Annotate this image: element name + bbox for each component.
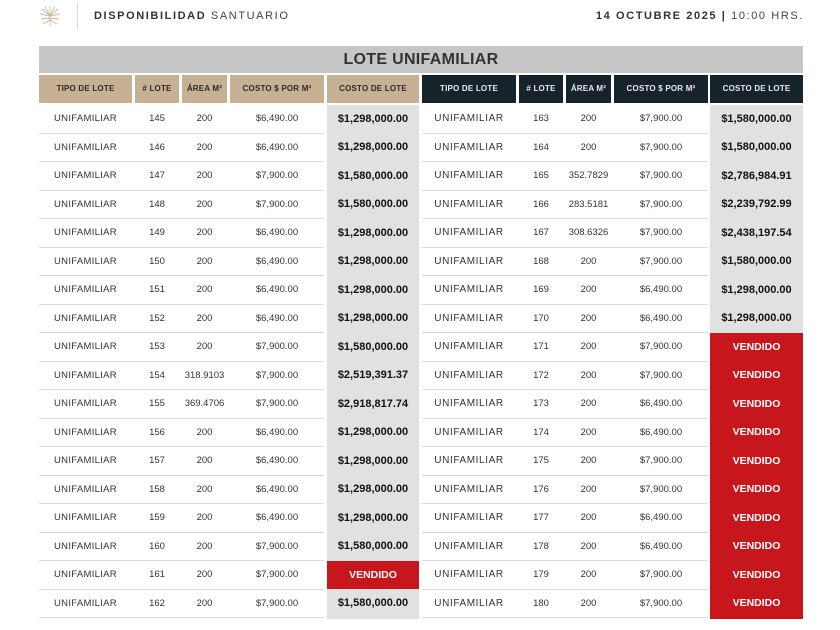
numero-lote-cell: 157 [149, 455, 165, 466]
area-m2-cell: 200 [580, 369, 597, 381]
numero-lote-cell: 168 [533, 255, 549, 267]
costo-por-m2-cell: $7,900.00 [255, 198, 299, 210]
area-m2-cell: 200 [580, 483, 597, 495]
brand-light: SANTUARIO [210, 10, 290, 22]
tipo-de-lote-cell: UNIFAMILIAR [434, 512, 504, 523]
tipo-de-lote-cell: UNIFAMILIAR [54, 483, 117, 495]
numero-lote-cell: 160 [149, 540, 165, 552]
numero-lote-cell: 180 [533, 597, 549, 609]
sold-badge: VENDIDO [710, 447, 803, 477]
area-m2-cell: 200 [196, 255, 213, 267]
area-m2-cell: 369.4706 [184, 398, 225, 409]
table-row [39, 590, 803, 619]
costo-de-lote-cell: $1,298,000.00 [710, 276, 803, 306]
costo-de-lote-cell: $2,438,197.54 [710, 219, 803, 249]
costo-de-lote-cell: $1,298,000.00 [327, 105, 419, 135]
costo-por-m2-cell: $6,490.00 [255, 512, 299, 523]
header-left-area-m2: ÁREA M² [182, 75, 227, 103]
area-m2-cell: 200 [580, 398, 597, 409]
tipo-de-lote-cell: UNIFAMILIAR [434, 255, 504, 267]
costo-por-m2-cell: $7,900.00 [639, 597, 683, 609]
sold-badge: VENDIDO [710, 361, 803, 391]
numero-lote-cell: 170 [533, 312, 549, 324]
area-m2-cell: 200 [196, 597, 213, 609]
costo-de-lote-cell: $1,298,000.00 [327, 276, 419, 306]
tipo-de-lote-cell: UNIFAMILIAR [54, 284, 117, 295]
costo-por-m2-cell: $7,900.00 [639, 455, 683, 466]
costo-de-lote-cell: $1,580,000.00 [710, 133, 803, 163]
numero-lote-cell: 150 [149, 255, 165, 267]
header-divider [77, 2, 78, 30]
table-row [39, 419, 803, 448]
top-bar [0, 0, 840, 34]
costo-de-lote-cell: $2,786,984.91 [710, 162, 803, 192]
header-right-area-m2: ÁREA M² [566, 75, 611, 103]
costo-de-lote-cell: $1,298,000.00 [327, 504, 419, 534]
tipo-de-lote-cell: UNIFAMILIAR [434, 227, 504, 238]
time-label: 10:00 HRS. [731, 10, 804, 22]
costo-por-m2-cell: $7,900.00 [639, 369, 683, 381]
table-row [39, 504, 803, 533]
tipo-de-lote-cell: UNIFAMILIAR [434, 141, 504, 153]
tipo-de-lote-cell: UNIFAMILIAR [54, 369, 117, 381]
area-m2-cell: 200 [196, 141, 213, 153]
costo-por-m2-cell: $7,900.00 [255, 398, 299, 409]
numero-lote-cell: 154 [149, 369, 165, 381]
costo-de-lote-cell: $1,580,000.00 [327, 589, 419, 619]
costo-de-lote-cell: $1,298,000.00 [327, 133, 419, 163]
tipo-de-lote-cell: UNIFAMILIAR [54, 312, 117, 324]
area-m2-cell: 200 [580, 597, 597, 609]
tipo-de-lote-cell: UNIFAMILIAR [54, 198, 117, 210]
table-row [39, 561, 803, 590]
costo-de-lote-cell: $1,580,000.00 [327, 333, 419, 363]
tipo-de-lote-cell: UNIFAMILIAR [434, 198, 504, 210]
tipo-de-lote-cell: UNIFAMILIAR [434, 597, 504, 609]
area-m2-cell: 200 [580, 312, 597, 324]
header-right-numero-lote: # LOTE [519, 75, 563, 103]
area-m2-cell: 200 [580, 341, 597, 352]
tipo-de-lote-cell: UNIFAMILIAR [434, 455, 504, 466]
sold-badge: VENDIDO [710, 475, 803, 505]
costo-de-lote-cell: $1,580,000.00 [327, 190, 419, 220]
tipo-de-lote-cell: UNIFAMILIAR [54, 512, 117, 523]
table-row [39, 219, 803, 248]
costo-por-m2-cell: $7,900.00 [255, 170, 299, 181]
sold-badge: VENDIDO [710, 589, 803, 619]
table-title: LOTE UNIFAMILIAR [39, 46, 803, 73]
tipo-de-lote-cell: UNIFAMILIAR [434, 312, 504, 324]
tipo-de-lote-cell: UNIFAMILIAR [434, 483, 504, 495]
tipo-de-lote-cell: UNIFAMILIAR [54, 455, 117, 466]
costo-de-lote-cell: $1,580,000.00 [710, 247, 803, 277]
area-m2-cell: 318.9103 [184, 369, 225, 381]
costo-de-lote-cell: $1,298,000.00 [327, 475, 419, 505]
table-row [39, 276, 803, 305]
tipo-de-lote-cell: UNIFAMILIAR [434, 113, 504, 124]
costo-por-m2-cell: $6,490.00 [255, 312, 299, 324]
tipo-de-lote-cell: UNIFAMILIAR [54, 341, 117, 352]
costo-por-m2-cell: $6,490.00 [639, 426, 683, 438]
numero-lote-cell: 158 [149, 483, 165, 495]
numero-lote-cell: 161 [149, 569, 165, 580]
sold-badge: VENDIDO [710, 418, 803, 448]
page-title [94, 10, 289, 22]
table-row [39, 333, 803, 362]
table-row [39, 191, 803, 220]
sold-badge: VENDIDO [710, 333, 803, 363]
costo-de-lote-cell: $2,239,792.99 [710, 190, 803, 220]
numero-lote-cell: 155 [149, 398, 165, 409]
area-m2-cell: 200 [580, 141, 597, 153]
header-left-costo-por-m2: COSTO $ POR M² [230, 75, 324, 103]
table-row [39, 105, 803, 134]
tipo-de-lote-cell: UNIFAMILIAR [434, 569, 504, 580]
costo-por-m2-cell: $6,490.00 [255, 141, 299, 153]
costo-por-m2-cell: $6,490.00 [255, 113, 299, 124]
area-m2-cell: 200 [196, 341, 213, 352]
numero-lote-cell: 179 [533, 569, 549, 580]
costo-por-m2-cell: $6,490.00 [639, 512, 683, 523]
costo-por-m2-cell: $7,900.00 [639, 141, 683, 153]
sold-badge: VENDIDO [710, 532, 803, 562]
header-left-tipo-de-lote: TIPO DE LOTE [39, 75, 132, 103]
tipo-de-lote-cell: UNIFAMILIAR [434, 398, 504, 409]
costo-de-lote-cell: $1,580,000.00 [710, 105, 803, 135]
numero-lote-cell: 147 [149, 170, 165, 181]
tipo-de-lote-cell: UNIFAMILIAR [54, 113, 117, 124]
numero-lote-cell: 169 [533, 284, 549, 295]
area-m2-cell: 200 [580, 284, 597, 295]
area-m2-cell: 283.5181 [568, 198, 609, 210]
table-row [39, 162, 803, 191]
sold-badge: VENDIDO [710, 390, 803, 420]
costo-de-lote-cell: $1,298,000.00 [327, 247, 419, 277]
costo-de-lote-cell: $1,298,000.00 [327, 447, 419, 477]
numero-lote-cell: 177 [533, 512, 549, 523]
numero-lote-cell: 149 [149, 227, 165, 238]
tipo-de-lote-cell: UNIFAMILIAR [54, 227, 117, 238]
costo-por-m2-cell: $6,490.00 [255, 426, 299, 438]
costo-de-lote-cell: $1,298,000.00 [327, 304, 419, 334]
numero-lote-cell: 178 [533, 540, 549, 552]
costo-por-m2-cell: $7,900.00 [255, 597, 299, 609]
tipo-de-lote-cell: UNIFAMILIAR [54, 569, 117, 580]
numero-lote-cell: 176 [533, 483, 549, 495]
tipo-de-lote-cell: UNIFAMILIAR [434, 540, 504, 552]
costo-por-m2-cell: $7,900.00 [639, 341, 683, 352]
costo-por-m2-cell: $7,900.00 [639, 483, 683, 495]
numero-lote-cell: 159 [149, 512, 165, 523]
table-row [39, 248, 803, 277]
tipo-de-lote-cell: UNIFAMILIAR [434, 341, 504, 352]
costo-por-m2-cell: $6,490.00 [255, 455, 299, 466]
tipo-de-lote-cell: UNIFAMILIAR [54, 426, 117, 438]
area-m2-cell: 200 [580, 455, 597, 466]
tipo-de-lote-cell: UNIFAMILIAR [54, 597, 117, 609]
header-right-costo-por-m2: COSTO $ POR M² [614, 75, 708, 103]
costo-de-lote-cell: $1,580,000.00 [327, 162, 419, 192]
costo-por-m2-cell: $6,490.00 [639, 398, 683, 409]
table-row [39, 134, 803, 163]
costo-por-m2-cell: $7,900.00 [639, 170, 683, 181]
costo-por-m2-cell: $7,900.00 [639, 113, 683, 124]
table-row [39, 362, 803, 391]
costo-por-m2-cell: $6,490.00 [255, 284, 299, 295]
costo-por-m2-cell: $7,900.00 [639, 227, 683, 238]
sold-badge: VENDIDO [710, 561, 803, 591]
tipo-de-lote-cell: UNIFAMILIAR [434, 426, 504, 438]
costo-de-lote-cell: $1,580,000.00 [327, 532, 419, 562]
costo-de-lote-cell: $2,519,391.37 [327, 361, 419, 391]
area-m2-cell: 200 [196, 312, 213, 324]
area-m2-cell: 200 [196, 426, 213, 438]
table-row [39, 476, 803, 505]
numero-lote-cell: 146 [149, 141, 165, 153]
tipo-de-lote-cell: UNIFAMILIAR [434, 369, 504, 381]
area-m2-cell: 200 [580, 569, 597, 580]
costo-por-m2-cell: $6,490.00 [255, 483, 299, 495]
table-row [39, 533, 803, 562]
area-m2-cell: 200 [580, 255, 597, 267]
area-m2-cell: 200 [196, 512, 213, 523]
numero-lote-cell: 167 [533, 227, 549, 238]
tree-icon [38, 4, 62, 28]
area-m2-cell: 200 [196, 284, 213, 295]
table-row [39, 390, 803, 419]
costo-por-m2-cell: $7,900.00 [639, 569, 683, 580]
costo-por-m2-cell: $7,900.00 [255, 341, 299, 352]
numero-lote-cell: 166 [533, 198, 549, 210]
numero-lote-cell: 173 [533, 398, 549, 409]
numero-lote-cell: 145 [149, 113, 165, 124]
costo-por-m2-cell: $7,900.00 [255, 540, 299, 552]
tipo-de-lote-cell: UNIFAMILIAR [54, 540, 117, 552]
area-m2-cell: 200 [196, 198, 213, 210]
numero-lote-cell: 165 [533, 170, 549, 181]
tipo-de-lote-cell: UNIFAMILIAR [434, 284, 504, 295]
area-m2-cell: 200 [196, 455, 213, 466]
header-right-costo-de-lote: COSTO DE LOTE [710, 75, 803, 103]
numero-lote-cell: 172 [533, 369, 549, 381]
tipo-de-lote-cell: UNIFAMILIAR [434, 170, 504, 181]
area-m2-cell: 200 [196, 569, 213, 580]
numero-lote-cell: 152 [149, 312, 165, 324]
date-time [596, 10, 804, 22]
header-left-costo-de-lote: COSTO DE LOTE [327, 75, 419, 103]
area-m2-cell: 200 [196, 483, 213, 495]
area-m2-cell: 200 [580, 426, 597, 438]
costo-por-m2-cell: $7,900.00 [255, 369, 299, 381]
date-label: 14 OCTUBRE 2025 | [595, 10, 727, 22]
area-m2-cell: 352.7829 [568, 170, 609, 181]
sold-badge: VENDIDO [327, 561, 419, 591]
numero-lote-cell: 153 [149, 341, 165, 352]
costo-de-lote-cell: $2,918,817.74 [327, 390, 419, 420]
costo-por-m2-cell: $6,490.00 [639, 284, 683, 295]
tipo-de-lote-cell: UNIFAMILIAR [54, 170, 117, 181]
area-m2-cell: 200 [580, 113, 597, 124]
sold-badge: VENDIDO [710, 504, 803, 534]
tipo-de-lote-cell: UNIFAMILIAR [54, 255, 117, 267]
costo-por-m2-cell: $7,900.00 [639, 198, 683, 210]
costo-de-lote-cell: $1,298,000.00 [327, 219, 419, 249]
costo-de-lote-cell: $1,298,000.00 [327, 418, 419, 448]
numero-lote-cell: 151 [149, 284, 165, 295]
area-m2-cell: 200 [580, 512, 597, 523]
area-m2-cell: 200 [196, 227, 213, 238]
numero-lote-cell: 162 [149, 597, 165, 609]
costo-por-m2-cell: $7,900.00 [639, 255, 683, 267]
costo-por-m2-cell: $6,490.00 [639, 540, 683, 552]
numero-lote-cell: 164 [533, 141, 549, 153]
area-m2-cell: 200 [196, 540, 213, 552]
area-m2-cell: 200 [580, 540, 597, 552]
area-m2-cell: 308.6326 [568, 227, 609, 238]
numero-lote-cell: 171 [533, 341, 549, 352]
numero-lote-cell: 148 [149, 198, 165, 210]
tipo-de-lote-cell: UNIFAMILIAR [54, 141, 117, 153]
numero-lote-cell: 163 [533, 113, 549, 124]
costo-por-m2-cell: $6,490.00 [255, 227, 299, 238]
brand-bold: DISPONIBILIDAD [94, 10, 207, 22]
table-row [39, 447, 803, 476]
tipo-de-lote-cell: UNIFAMILIAR [54, 398, 117, 409]
numero-lote-cell: 175 [533, 455, 549, 466]
header-right-tipo-de-lote: TIPO DE LOTE [422, 75, 516, 103]
numero-lote-cell: 174 [533, 426, 549, 438]
costo-de-lote-cell: $1,298,000.00 [710, 304, 803, 334]
header-left-numero-lote: # LOTE [135, 75, 179, 103]
numero-lote-cell: 156 [149, 426, 165, 438]
costo-por-m2-cell: $7,900.00 [255, 569, 299, 580]
costo-por-m2-cell: $6,490.00 [639, 312, 683, 324]
area-m2-cell: 200 [196, 113, 213, 124]
costo-por-m2-cell: $6,490.00 [255, 255, 299, 267]
table-row [39, 305, 803, 334]
area-m2-cell: 200 [196, 170, 213, 181]
